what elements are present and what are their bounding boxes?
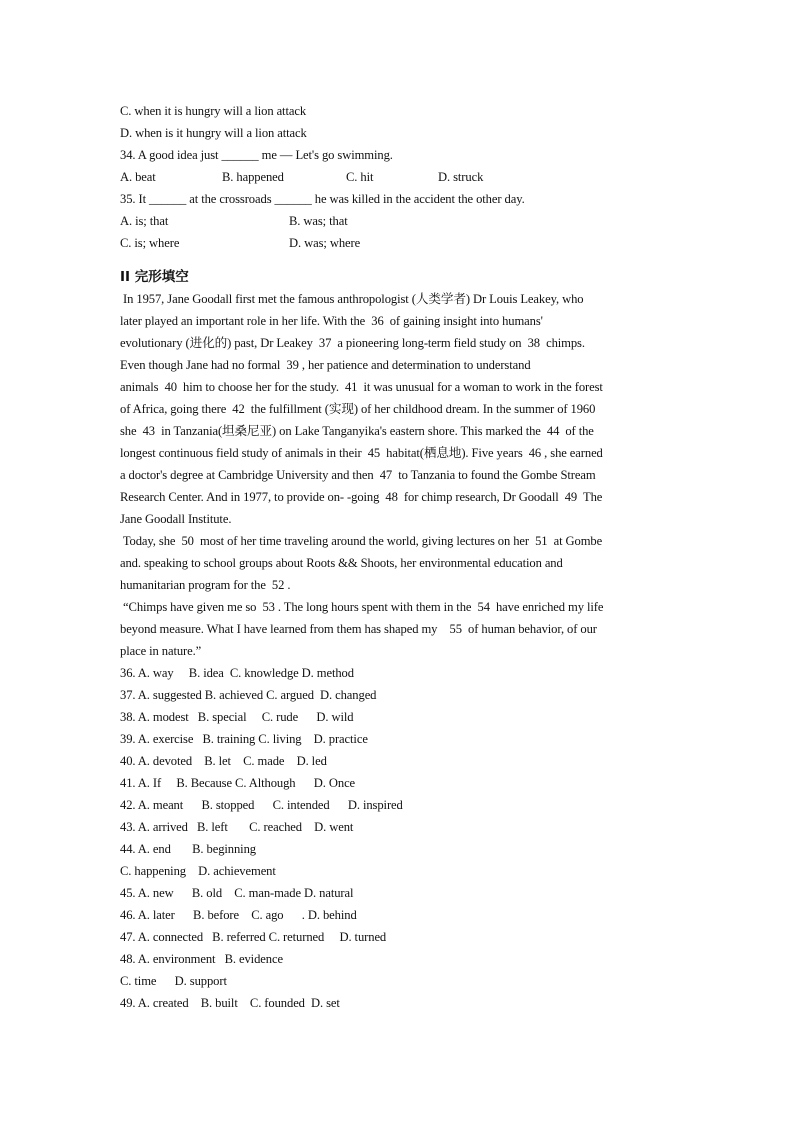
option-line: 39. A. exercise B. training C. living D. practice — [120, 732, 368, 746]
option-line: C. time D. support — [120, 974, 227, 988]
q34-option-d: D. struck — [438, 170, 484, 184]
option-line: 48. A. environment B. evidence — [120, 952, 283, 966]
q33-option-c: C. when it is hungry will a lion attack — [120, 104, 307, 118]
option-line: C. happening D. achievement — [120, 864, 276, 878]
option-line: 47. A. connected B. referred C. returned D. turned — [120, 930, 387, 944]
q34-stem: 34. A good idea just ______ me — Let's go swimming. — [120, 148, 393, 162]
q34-option-c: C. hit — [346, 170, 374, 184]
option-line: 46. A. later B. before C. ago . D. behind — [120, 908, 357, 922]
option-line: 45. A. new B. old C. man-made D. natural — [120, 886, 354, 900]
option-line: 37. A. suggested B. achieved C. argued D. changed — [120, 688, 377, 702]
q35-option-d: D. was; where — [289, 236, 361, 250]
passage-line: beyond measure. What I have learned from them has shaped my 55 of human behavior, of our — [120, 622, 597, 636]
option-line: 40. A. devoted B. let C. made D. led — [120, 754, 327, 768]
q34-option-b: B. happened — [222, 170, 284, 184]
q35-option-c: C. is; where — [120, 236, 180, 250]
document-page — [120, 100, 680, 1014]
passage-line: “Chimps have given me so 53 . The long hours spent with them in the 54 have enriched my life — [120, 600, 604, 614]
q35-option-a: A. is; that — [120, 214, 169, 228]
passage-line: Jane Goodall Institute. — [120, 512, 232, 526]
option-line: 49. A. created B. built C. founded D. set — [120, 996, 340, 1010]
passage-line: evolutionary (进化的) past, Dr Leakey 37 a pioneering long-term field study on 38 chimps. — [120, 336, 585, 350]
passage-line: later played an important role in her life. With the 36 of gaining insight into humans' — [120, 314, 543, 328]
cloze-passage — [120, 288, 680, 662]
option-line: 43. A. arrived B. left C. reached D. went — [120, 820, 354, 834]
passage-line: and. speaking to school groups about Roots && Shoots, her environmental education and — [120, 556, 563, 570]
q33-option-d: D. when is it hungry will a lion attack — [120, 126, 307, 140]
passage-line: longest continuous field study of animals in their 45 habitat(栖息地). Five years 46 , she earned — [120, 446, 603, 460]
option-line: 42. A. meant B. stopped C. intended D. inspired — [120, 798, 403, 812]
passage-line: of Africa, going there 42 the fulfillment (实现) of her childhood dream. In the summer of 1960 — [120, 402, 596, 416]
option-line: 44. A. end B. beginning — [120, 842, 256, 856]
q34-options — [120, 166, 680, 188]
passage-line: Research Center. And in 1977, to provide on- -going 48 for chimp research, Dr Goodall 49 The — [120, 490, 603, 504]
passage-line: Today, she 50 most of her time traveling around the world, giving lectures on her 51 at Gombe — [120, 534, 603, 548]
q34-option-a: A. beat — [120, 170, 156, 184]
option-line: 36. A. way B. idea C. knowledge D. method — [120, 666, 354, 680]
passage-line: animals 40 him to choose her for the study. 41 it was unusual for a woman to work in the forest — [120, 380, 603, 394]
passage-line: place in nature.” — [120, 644, 202, 658]
q35-option-b: B. was; that — [289, 214, 348, 228]
passage-line: Even though Jane had no formal 39 , her patience and determination to understand — [120, 358, 531, 372]
passage-line: she 43 in Tanzania(坦桑尼亚) on Lake Tanganyika's eastern shore. This marked the 44 of the — [120, 424, 594, 438]
q35-options-row2 — [120, 232, 680, 254]
passage-line: In 1957, Jane Goodall first met the famous anthropologist (人类学者) Dr Louis Leakey, who — [120, 292, 584, 306]
cloze-options — [120, 662, 680, 1014]
option-line: 38. A. modest B. special C. rude D. wild — [120, 710, 354, 724]
passage-line: humanitarian program for the 52 . — [120, 578, 291, 592]
option-line: 41. A. If B. Because C. Although D. Once — [120, 776, 356, 790]
q35-options-row1 — [120, 210, 680, 232]
section-heading: II 完形填空 — [120, 269, 189, 285]
passage-line: a doctor's degree at Cambridge University and then 47 to Tanzania to found the Gombe Stream — [120, 468, 596, 482]
q35-stem: 35. It ______ at the crossroads ______ he was killed in the accident the other day. — [120, 192, 525, 206]
